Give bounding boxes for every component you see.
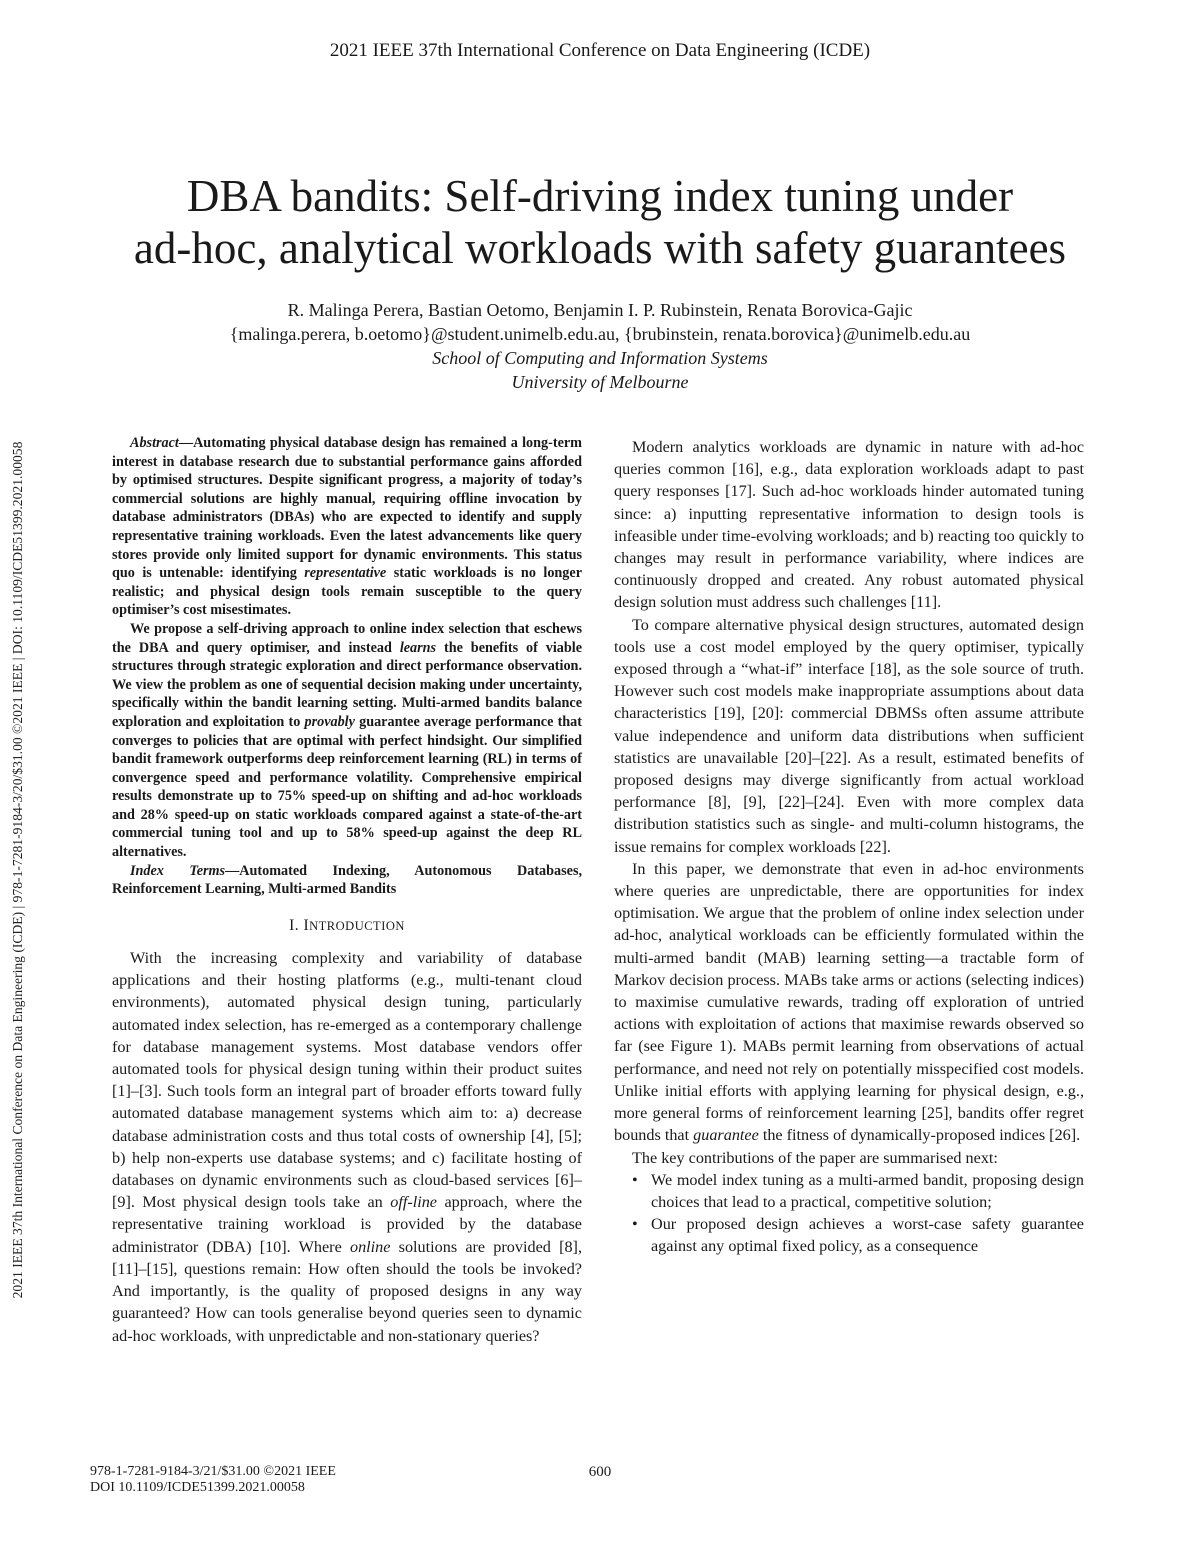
intro-paragraph-2: Modern analytics workloads are dynamic in nature with ad-hoc queries common [16], e.g., data exploration workloads adapt to past query responses [17]. Such ad-hoc workloads hinder automated tuning since: a) inputting representative information to design tools is infeasible under time-evolving workloads; and b) reacting too quickly to changes may result in performance variability, where indices are continuously dropped and created. Any robust automated physical design solution must address such challenges [11]. (614, 438, 1084, 612)
abstract-paragraph-1: Abstract—Automating physical database design has remained a long-term interest in database research due to substantial performance gains afforded by optimised structures. Despite significant progress, a majority of today’s commercial solutions are highly manual, requiring offline invocation by database administrators (DBAs) who are expected to identify and supply representative training workloads. Even the latest advancements like query stores provide only limited support for dynamic environments. This status quo is untenable: identifying representative static workloads is no longer realistic; and physical design tools remain susceptible to the query optimiser’s cost misestimates. (112, 435, 582, 619)
list-item: • Our proposed design achieves a worst-case safety guarantee against any optimal fixed policy, as a consequence (632, 1215, 1084, 1256)
author-names: R. Malinga Perera, Bastian Oetomo, Benjamin I. P. Rubinstein, Renata Borovica-Gajic (287, 300, 913, 320)
abstract-label: Abstract (130, 435, 179, 451)
left-column (112, 434, 582, 1347)
author-block (0, 298, 1200, 394)
author-school: School of Computing and Information Systems (432, 348, 768, 368)
intro-paragraph-4: In this paper, we demonstrate that even in ad-hoc environments where queries are unpredictable, there are opportunities for index optimisation. We argue that the problem of online index selection under ad-hoc, analytical workloads can be efficiently formulated within the multi-armed bandit (MAB) learning setting—a tractable form of Markov decision process. MABs take arms or actions (selecting indices) to maximise cumulative rewards, trading off exploration of untried actions with exploitation of actions that maximise rewards observed so far (see Figure 1). MABs permit learning from observations of actual performance, and need not rely on potentially misspecified cost models. Unlike initial efforts with applying learning for physical design, e.g., more general forms of reinforcement learning [25], bandits offer regret bounds that guarantee the fitness of dynamically-proposed indices [26]. (614, 859, 1084, 1145)
index-terms: Index Terms—Automated Indexing, Autonomous Databases, Reinforcement Learning, Multi-armed Bandits (112, 862, 583, 898)
bullet-icon: • (632, 1170, 638, 1189)
author-university: University of Melbourne (511, 372, 689, 392)
side-margin-doi-text: 2021 IEEE 37th International Conference on Data Engineering (ICDE) | 978-1-7281-9184-3/20/$31.00 ©2021 IEEE | DOI: 10.1109/ICDE51399.2021.00058 (10, 441, 25, 1299)
page-number: 600 (588, 1464, 612, 1480)
contributions-list (614, 1169, 1084, 1258)
index-terms-label: Index Terms (130, 862, 226, 879)
footer-isbn: 978-1-7281-9184-3/21/$31.00 ©2021 IEEE (90, 1464, 336, 1479)
intro-paragraph-3: To compare alternative physical design structures, automated design tools use a cost model employed by the query optimiser, typically exposed through a “what-if” interface [18], as the sole source of truth. However such cost models make inappropriate assumptions about data characteristics [19], [20]: commercial DBMSs often assume attribute value independence and uniform data distributions when sufficient statistics are unavailable [20]–[22]. As a result, estimated benefits of proposed designs may diverge significantly from actual workload performance [8], [9], [22]–[24]. Even with more complex data distribution statistics such as single- and multi-column histograms, the issue remains for complex workloads [22]. (614, 615, 1084, 856)
conference-header: 2021 IEEE 37th International Conference on Data Engineering (ICDE) (329, 40, 871, 61)
list-item: • We model index tuning as a multi-armed bandit, proposing design choices that lead to a practical, competitive solution; (632, 1170, 1084, 1211)
abstract-paragraph-2: We propose a self-driving approach to online index selection that eschews the DBA and query optimiser, and instead learns the benefits of viable structures through strategic exploration and direct performance observation. We view the problem as one of sequential decision making under uncertainty, specifically within the bandit learning setting. Multi-armed bandits balance exploration and exploitation to provably guarantee average performance that converges to policies that are optimal with perfect hindsight. Our simplified bandit framework outperforms deep reinforcement learning (RL) in terms of convergence speed and performance volatility. Comprehensive empirical results demonstrate up to 75% speed-up on shifting and ad-hoc workloads and 28% speed-up on static workloads compared against a state-of-the-art commercial tuning tool and up to 58% speed-up against the deep RL alternatives. (112, 620, 582, 861)
abstract (112, 434, 582, 899)
paper-title (0, 170, 1200, 274)
section-heading-introduction: I. INTRODUCTION (289, 916, 405, 934)
paper-title-line-1: DBA bandits: Self-driving index tuning under (186, 171, 1014, 221)
right-column (614, 436, 1084, 1258)
author-emails: {malinga.perera, b.oetomo}@student.unimelb.edu.au, {brubinstein, renata.borovica}@unimelb.edu.au (229, 324, 971, 344)
intro-paragraph-1: With the increasing complexity and variability of database applications and their hosting platforms (e.g., multi-tenant cloud environments), automated physical design tuning, particularly automated index selection, has re-emerged as a contemporary challenge for database management systems. Most database vendors offer automated tools for physical design tuning within their product suites [1]–[3]. Such tools form an integral part of broader efforts toward fully automated database management systems which aim to: a) decrease database administration costs and thus total costs of ownership [4], [5]; b) help non-experts use database systems; and c) facilitate hosting of databases on dynamic environments such as cloud-based services [6]–[9]. Most physical design tools take an off-line approach, where the representative training workload is provided by the database administrator (DBA) [10]. Where online solutions are provided [8], [11]–[15], questions remain: How often should the tools be invoked? And importantly, is the quality of proposed designs in any way guaranteed? How can tools generalise beyond queries seen to dynamic ad-hoc workloads, with unpredictable and non-stationary queries? (112, 949, 583, 1345)
footer-doi: DOI 10.1109/ICDE51399.2021.00058 (90, 1480, 305, 1495)
intro-paragraph-5: The key contributions of the paper are summarised next: (632, 1148, 998, 1167)
bullet-icon: • (632, 1215, 638, 1234)
paper-title-line-2: ad-hoc, analytical workloads with safety guarantees (133, 223, 1067, 273)
